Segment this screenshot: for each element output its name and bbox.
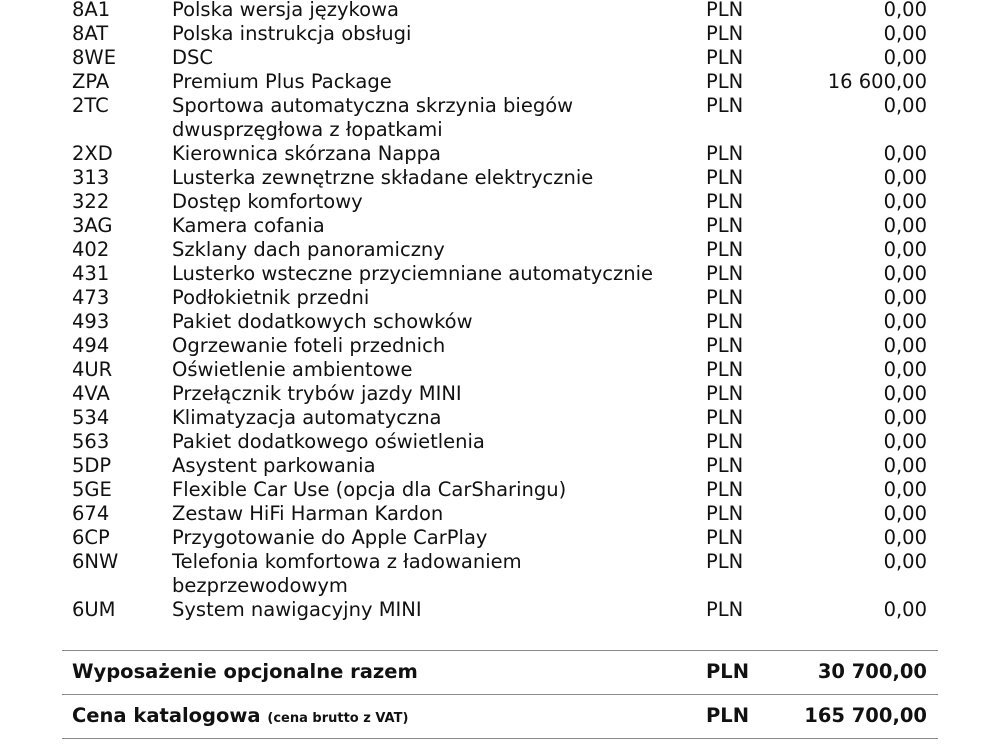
divider [62,694,938,695]
item-code: 563 [72,430,110,453]
item-amount: 0,00 [883,478,927,501]
item-currency: PLN [706,598,744,621]
item-description: Dostęp komfortowy [172,190,363,213]
item-currency: PLN [706,94,744,117]
item-currency: PLN [706,526,744,549]
catalog-price-label [72,703,408,732]
item-code: 8WE [72,46,117,69]
item-code: 473 [72,286,110,309]
catalog-price-note: (cena brutto z VAT) [267,711,409,726]
item-description: Przygotowanie do Apple CarPlay [172,526,488,549]
item-currency: PLN [706,478,744,501]
item-description: Ogrzewanie foteli przednich [172,334,446,357]
item-currency: PLN [706,550,744,573]
item-code: 402 [72,238,110,261]
item-description: Sportowa automatyczna skrzynia biegów dwusprzęgłowa z łopatkami [172,94,574,141]
item-description: Lusterka zewnętrzne składane elektrycznie [172,166,594,189]
item-currency: PLN [706,0,744,21]
item-code: 6UM [72,598,116,621]
item-currency: PLN [706,358,744,381]
catalog-price-currency: PLN [706,704,750,727]
item-code: 2XD [72,142,113,165]
item-code: 6CP [72,526,110,549]
item-code: 674 [72,502,110,525]
item-description: Telefonia komfortowa z ładowaniem bezprzewodowym [172,550,522,597]
item-description: Premium Plus Package [172,70,392,93]
item-amount: 0,00 [883,454,927,477]
item-description: Flexible Car Use (opcja dla CarSharingu) [172,478,567,501]
item-code: ZPA [72,70,110,93]
item-code: 322 [72,190,110,213]
item-amount: 0,00 [883,502,927,525]
item-description: DSC [172,46,214,69]
item-description: System nawigacyjny MINI [172,598,422,621]
item-amount: 0,00 [883,526,927,549]
item-currency: PLN [706,430,744,453]
optional-total-currency: PLN [706,660,750,683]
item-code: 313 [72,166,110,189]
item-currency: PLN [706,190,744,213]
item-description: Polska instrukcja obsługi [172,22,412,45]
item-amount: 0,00 [883,238,927,261]
optional-total-label: Wyposażenie opcjonalne razem [72,660,418,683]
item-description: Klimatyzacja automatyczna [172,406,442,429]
item-amount: 0,00 [883,382,927,405]
item-currency: PLN [706,454,744,477]
item-currency: PLN [706,166,744,189]
item-currency: PLN [706,46,744,69]
item-currency: PLN [706,310,744,333]
item-description: Oświetlenie ambientowe [172,358,413,381]
item-currency: PLN [706,334,744,357]
item-currency: PLN [706,262,744,285]
item-amount: 0,00 [883,334,927,357]
item-amount: 16 600,00 [827,70,927,93]
item-code: 494 [72,334,110,357]
item-description: Pakiet dodatkowego oświetlenia [172,430,485,453]
item-code: 8A1 [72,0,111,21]
item-description: Szklany dach panoramiczny [172,238,445,261]
item-code: 431 [72,262,110,285]
item-currency: PLN [706,286,744,309]
item-code: 534 [72,406,110,429]
item-description: Asystent parkowania [172,454,376,477]
divider [62,738,938,739]
item-code: 5DP [72,454,112,477]
item-currency: PLN [706,406,744,429]
item-amount: 0,00 [883,286,927,309]
item-currency: PLN [706,22,744,45]
item-amount: 0,00 [883,0,927,21]
item-amount: 0,00 [883,142,927,165]
catalog-price-amount: 165 700,00 [804,704,927,727]
item-description: Podłokietnik przedni [172,286,370,309]
item-amount: 0,00 [883,406,927,429]
optional-total-amount: 30 700,00 [817,660,927,683]
item-amount: 0,00 [883,166,927,189]
item-amount: 0,00 [883,46,927,69]
item-currency: PLN [706,238,744,261]
item-description: Kierownica skórzana Nappa [172,142,441,165]
item-currency: PLN [706,70,744,93]
item-amount: 0,00 [883,598,927,621]
item-amount: 0,00 [883,94,927,117]
item-amount: 0,00 [883,358,927,381]
item-code: 6NW [72,550,119,573]
item-description: Kamera cofania [172,214,325,237]
item-amount: 0,00 [883,310,927,333]
item-description: Lusterko wsteczne przyciemniane automatycznie [172,262,654,285]
item-currency: PLN [706,382,744,405]
item-currency: PLN [706,214,744,237]
item-amount: 0,00 [883,550,927,573]
item-code: 4UR [72,358,113,381]
item-description: Polska wersja językowa [172,0,399,21]
item-code: 493 [72,310,110,333]
item-code: 4VA [72,382,110,405]
item-code: 8AT [72,22,109,45]
divider [62,650,938,651]
item-description: Przełącznik trybów jazdy MINI [172,382,462,405]
item-description: Pakiet dodatkowych schowków [172,310,473,333]
item-description: Zestaw HiFi Harman Kardon [172,502,444,525]
item-amount: 0,00 [883,214,927,237]
item-amount: 0,00 [883,430,927,453]
item-currency: PLN [706,502,744,525]
item-currency: PLN [706,142,744,165]
item-amount: 0,00 [883,190,927,213]
item-amount: 0,00 [883,262,927,285]
item-code: 5GE [72,478,112,501]
item-amount: 0,00 [883,22,927,45]
item-code: 2TC [72,94,109,117]
item-code: 3AG [72,214,113,237]
catalog-price-title: Cena katalogowa [72,704,261,727]
